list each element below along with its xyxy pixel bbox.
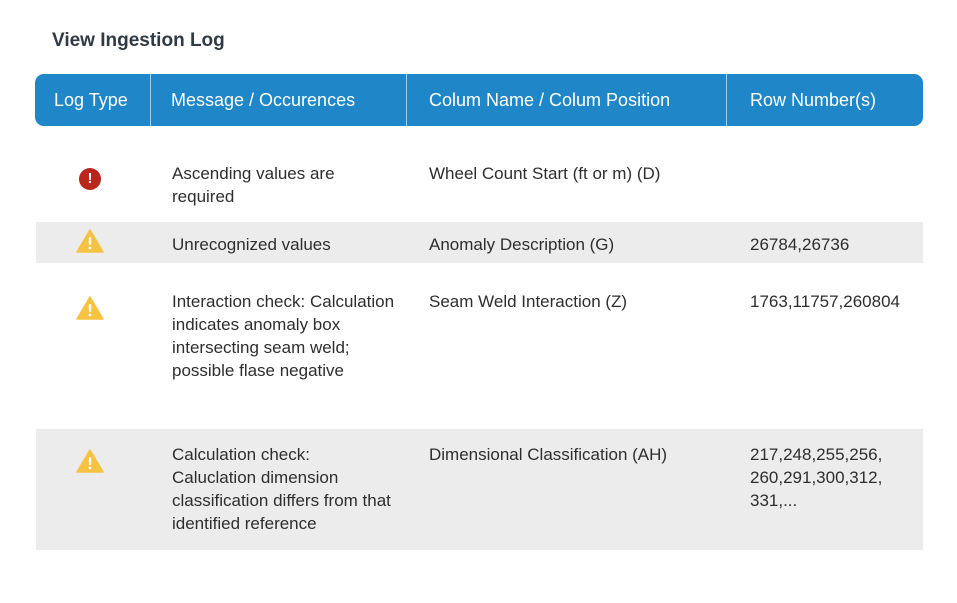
message-cell: Ascending values are required xyxy=(172,164,335,206)
warning-icon xyxy=(76,229,104,253)
log-type-cell xyxy=(36,162,152,190)
log-type-cell xyxy=(36,233,152,253)
column-cell: Anomaly Description (G) xyxy=(429,235,615,254)
warning-icon xyxy=(76,449,104,473)
column-header-rows[interactable]: Row Number(s) xyxy=(750,89,877,110)
column-header-message[interactable]: Message / Occurences xyxy=(151,74,407,126)
ingestion-log-table xyxy=(35,74,923,550)
log-type-cell xyxy=(36,290,152,320)
column-header-column[interactable]: Colum Name / Colum Position xyxy=(407,74,727,126)
row-numbers-cell: 217,248,255,256, 260,291,300,312, 331,... xyxy=(750,445,883,510)
table-body xyxy=(35,140,923,550)
table-row xyxy=(36,140,923,222)
row-numbers-cell: 1763,11757,260804 xyxy=(750,292,901,311)
log-type-cell xyxy=(36,443,152,473)
table-row xyxy=(36,263,923,429)
message-cell: Unrecognized values xyxy=(172,235,331,254)
column-header-log-type[interactable]: Log Type xyxy=(35,74,151,126)
message-cell: Interaction check: Calculation indicates anomaly box intersecting seam weld; possible flase negative xyxy=(172,292,395,380)
table-row xyxy=(36,222,923,263)
page-title: View Ingestion Log xyxy=(52,30,225,51)
error-icon: ! xyxy=(79,168,101,190)
table-row xyxy=(36,429,923,550)
message-cell: Calculation check: Caluclation dimension classification differs from that identified reference xyxy=(172,445,391,533)
row-numbers-cell: 26784,26736 xyxy=(750,235,850,254)
column-cell: Dimensional Classification (AH) xyxy=(429,445,668,464)
warning-icon xyxy=(76,296,104,320)
column-cell: Wheel Count Start (ft or m) (D) xyxy=(429,164,661,183)
table-header xyxy=(35,74,923,126)
column-cell: Seam Weld Interaction (Z) xyxy=(429,292,628,311)
